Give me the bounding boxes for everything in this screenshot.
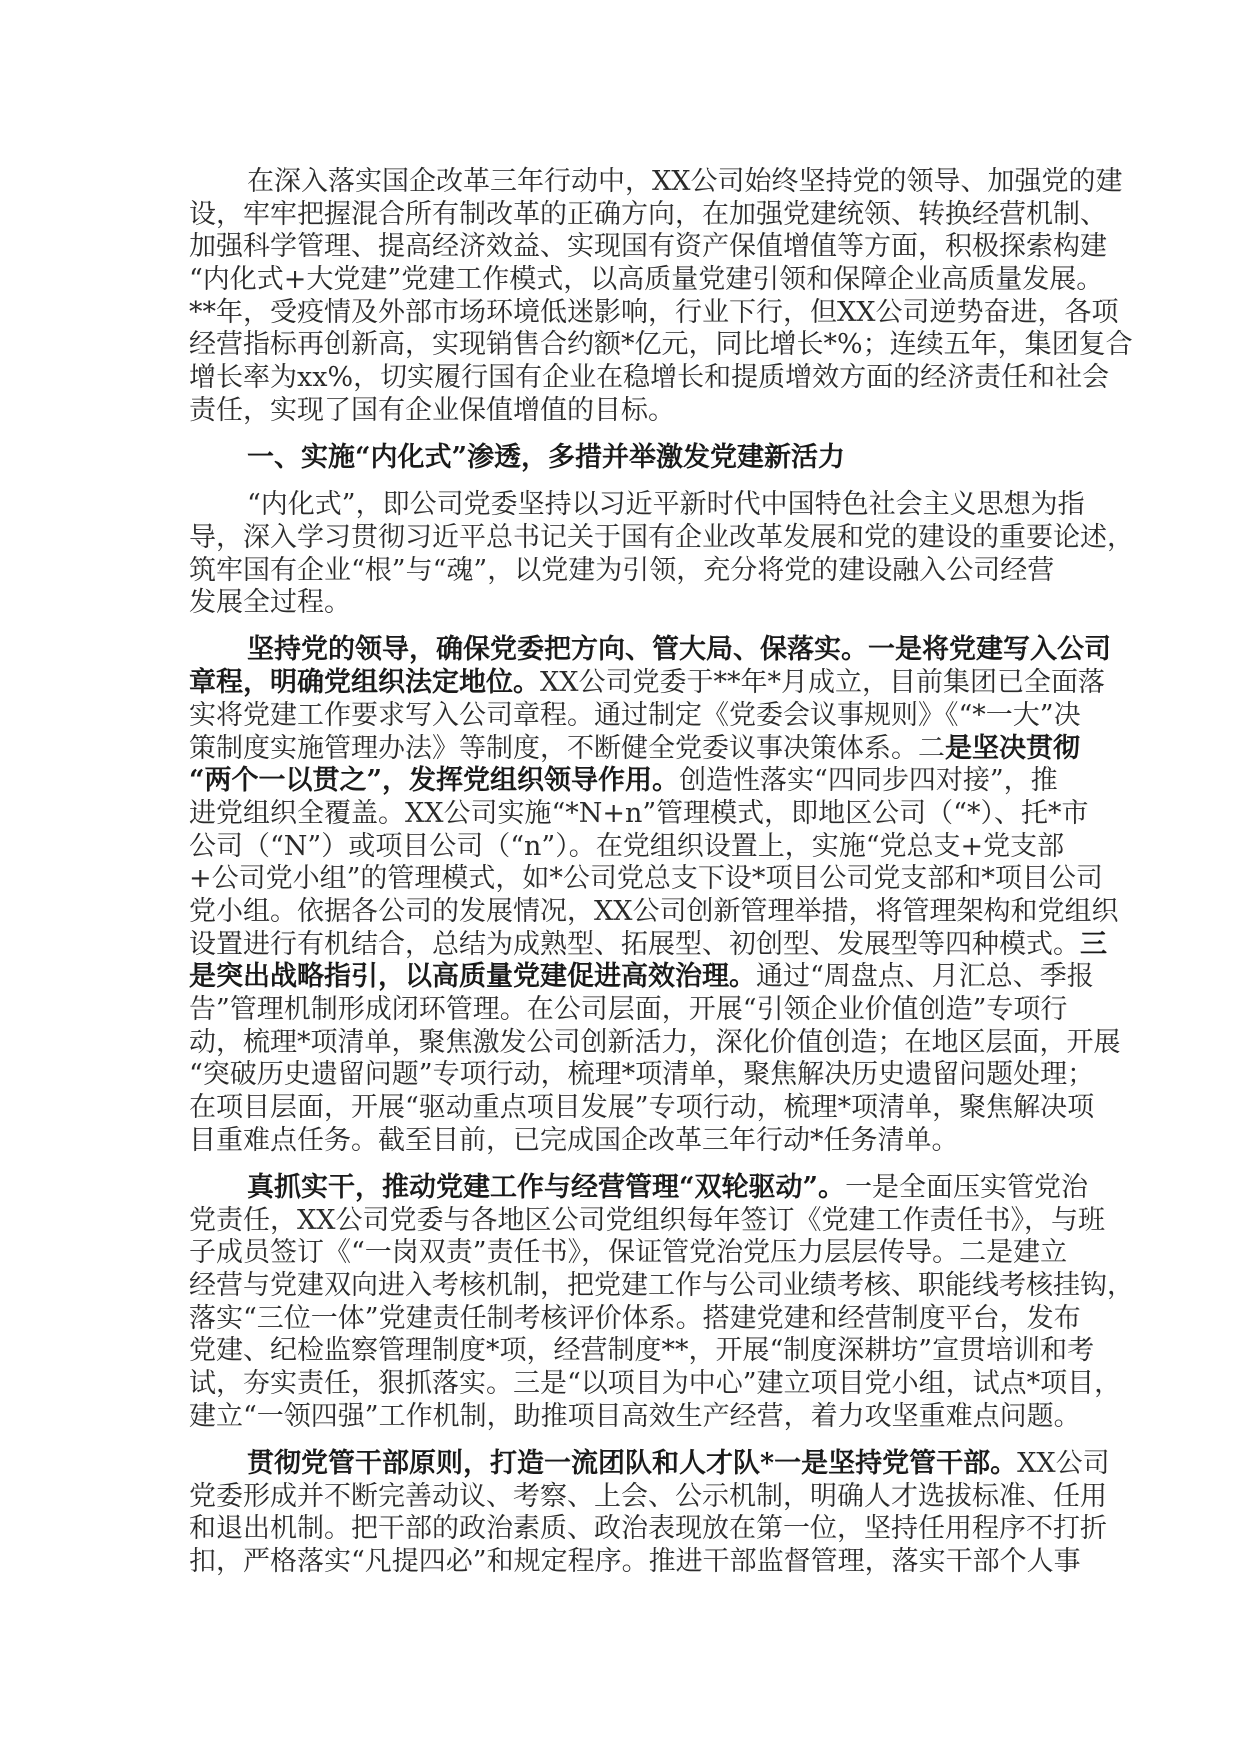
text-line: 党委形成并不断完善动议、考察、上会、公示机制，明确人才选拔标准、任用 [189, 1480, 1107, 1512]
body-paragraph [189, 1447, 1110, 1579]
body-paragraph [189, 166, 1133, 428]
text-line: 动，梳理*项清单，聚焦激发公司创新活力，深化价值创造；在地区层面，开展 [189, 1026, 1121, 1058]
text-line: 筑牢国有企业“根”与“魂”，以党建为引领，充分将党的建设融入公司经营 [189, 554, 1055, 586]
bold-lead-text: 章程，明确党组织法定地位。 [189, 667, 540, 699]
text-run: XX公司 [1017, 1447, 1110, 1479]
text-line: 经营与党建双向进入考核机制，把党建工作与公司业绩考核、职能线考核挂钩， [189, 1270, 1134, 1301]
text-line: 党建、纪检监察管理制度*项，经营制度**，开展“制度深耕坊”宣贯培训和考 [189, 1335, 1095, 1367]
text-line: 加强科学管理、提高经济效益、实现国有资产保值增值等方面，积极探索构建 [189, 231, 1107, 263]
text-run: 创造性落实“四同步四对接”，推 [679, 765, 1058, 797]
text-line: 党责任，XX公司党委与各地区公司党组织每年签订《党建工作责任书》，与班 [189, 1204, 1105, 1236]
text-line: 增长率为xx%，切实履行国有企业在稳增长和提质增效方面的经济责任和社会 [189, 362, 1110, 394]
text-line: 设，牢牢把握混合所有制改革的正确方向，在加强党建统领、转换经营机制、 [189, 198, 1107, 230]
text-line [189, 1171, 1089, 1205]
text-line [189, 961, 1094, 994]
body-paragraph [189, 489, 1134, 620]
text-line: 进党组织全覆盖。XX公司实施“*N+n”管理模式，即地区公司（“*）、托*市 [189, 797, 1089, 829]
text-line: 发展全过程。 [189, 587, 351, 619]
text-run: 通过“周盘点、月汇总、季报 [756, 961, 1094, 993]
text-line: 经营指标再创新高，实现销售合约额*亿元，同比增长*%；连续五年，集团复合 [189, 329, 1133, 361]
body-paragraph [189, 634, 1121, 1157]
text-line [189, 765, 1058, 798]
text-line: 建立“一领四强”工作机制，助推项目高效生产经营，着力攻坚重难点问题。 [189, 1400, 1081, 1432]
text-line: **年，受疫情及外部市场环境低迷影响，行业下行，但XX公司逆势奋进，各项 [189, 296, 1119, 328]
text-line [189, 1447, 1110, 1481]
text-line: 子成员签订《“一岗双责”责任书》，保证管党治党压力层层传导。二是建立 [189, 1237, 1068, 1269]
text-line [189, 732, 1080, 766]
document-page [189, 166, 1134, 1593]
text-line: 目重难点任务。截至目前，已完成国企改革三年行动*任务清单。 [189, 1124, 959, 1156]
bold-lead-text: 是坚决贯彻 [945, 732, 1080, 764]
text-line: 实将党建工作要求写入公司章程。通过制定《党委会议事规则》《“*一大”决 [189, 699, 1081, 731]
text-line: “内化式+大党建”党建工作模式，以高质量党建引领和保障企业高质量发展。 [189, 264, 1104, 296]
text-line: “突破历史遗留问题”专项行动，梳理*项清单，聚焦解决历史遗留问题处理； [189, 1059, 1095, 1091]
text-line: 告”管理机制形成闭环管理。在公司层面，开展“引领企业价值创造”专项行 [189, 994, 1068, 1025]
text-run: 设置进行有机结合，总结为成熟型、拓展型、初创型、发展型等四种模式。 [189, 928, 1080, 960]
text-line: +公司党小组”的管理模式，如*公司党总支下设*项目公司党支部和*项目公司 [189, 863, 1103, 895]
text-run: XX公司党委于**年*月成立，目前集团已全面落 [540, 667, 1105, 699]
text-line: 试，夯实责任，狠抓落实。三是“以项目为中心”建立项目党小组，试点*项目， [189, 1368, 1122, 1400]
section-heading [189, 442, 1053, 475]
text-line: 责任，实现了国有企业保值增值的目标。 [189, 394, 675, 426]
text-line [189, 928, 1107, 962]
text-line [189, 667, 1105, 700]
text-line: 扣，严格落实“凡提四必”和规定程序。推进干部监督管理，落实干部个人事 [189, 1546, 1081, 1577]
text-line: 在深入落实国企改革三年行动中，XX公司始终坚持党的领导、加强党的建 [247, 166, 1123, 197]
bold-lead-text: 是突出战略指引，以高质量党建促进高效治理。 [189, 961, 756, 993]
text-line: 落实“三位一体”党建责任制考核评价体系。搭建党建和经营制度平台，发布 [189, 1302, 1081, 1334]
bold-lead-text: 真抓实干，推动党建工作与经营管理“双轮驱动”。 [247, 1171, 846, 1203]
bold-lead-text: “两个一以贯之”，发挥党组织领导作用。 [189, 765, 680, 797]
text-line [189, 634, 1111, 667]
text-line: 公司（“N”）或项目公司（“n”）。在党组织设置上，实施“党总支+党支部 [189, 830, 1065, 862]
text-line: 一、实施“内化式”渗透，多措并举激发党建新活力 [247, 442, 846, 473]
text-line: “内化式”，即公司党委坚持以习近平新时代中国特色社会主义思想为指 [247, 489, 1085, 521]
bold-lead-text: 坚持党的领导，确保党委把方向、管大局、保落实。一是将党建写入公司 [247, 634, 1111, 666]
text-line: 在项目层面，开展“驱动重点项目发展”专项行动，梳理*项清单，聚焦解决项 [189, 1092, 1095, 1124]
text-run: 策制度实施管理办法》等制度，不断健全党委议事决策体系。二 [189, 732, 945, 764]
body-paragraph [189, 1171, 1134, 1434]
text-line: 党小组。依据各公司的发展情况，XX公司创新管理举措，将管理架构和党组织 [189, 895, 1119, 927]
text-line: 和退出机制。把干部的政治素质、政治表现放在第一位，坚持任用程序不打折 [189, 1513, 1107, 1545]
bold-lead-text: 贯彻党管干部原则，打造一流团队和人才队*一是坚持党管干部。 [247, 1447, 1018, 1479]
bold-lead-text: 三 [1080, 928, 1107, 960]
text-line: 导，深入学习贯彻习近平总书记关于国有企业改革发展和党的建设的重要论述， [189, 521, 1134, 553]
text-run: 一是全面压实管党治 [845, 1171, 1089, 1203]
